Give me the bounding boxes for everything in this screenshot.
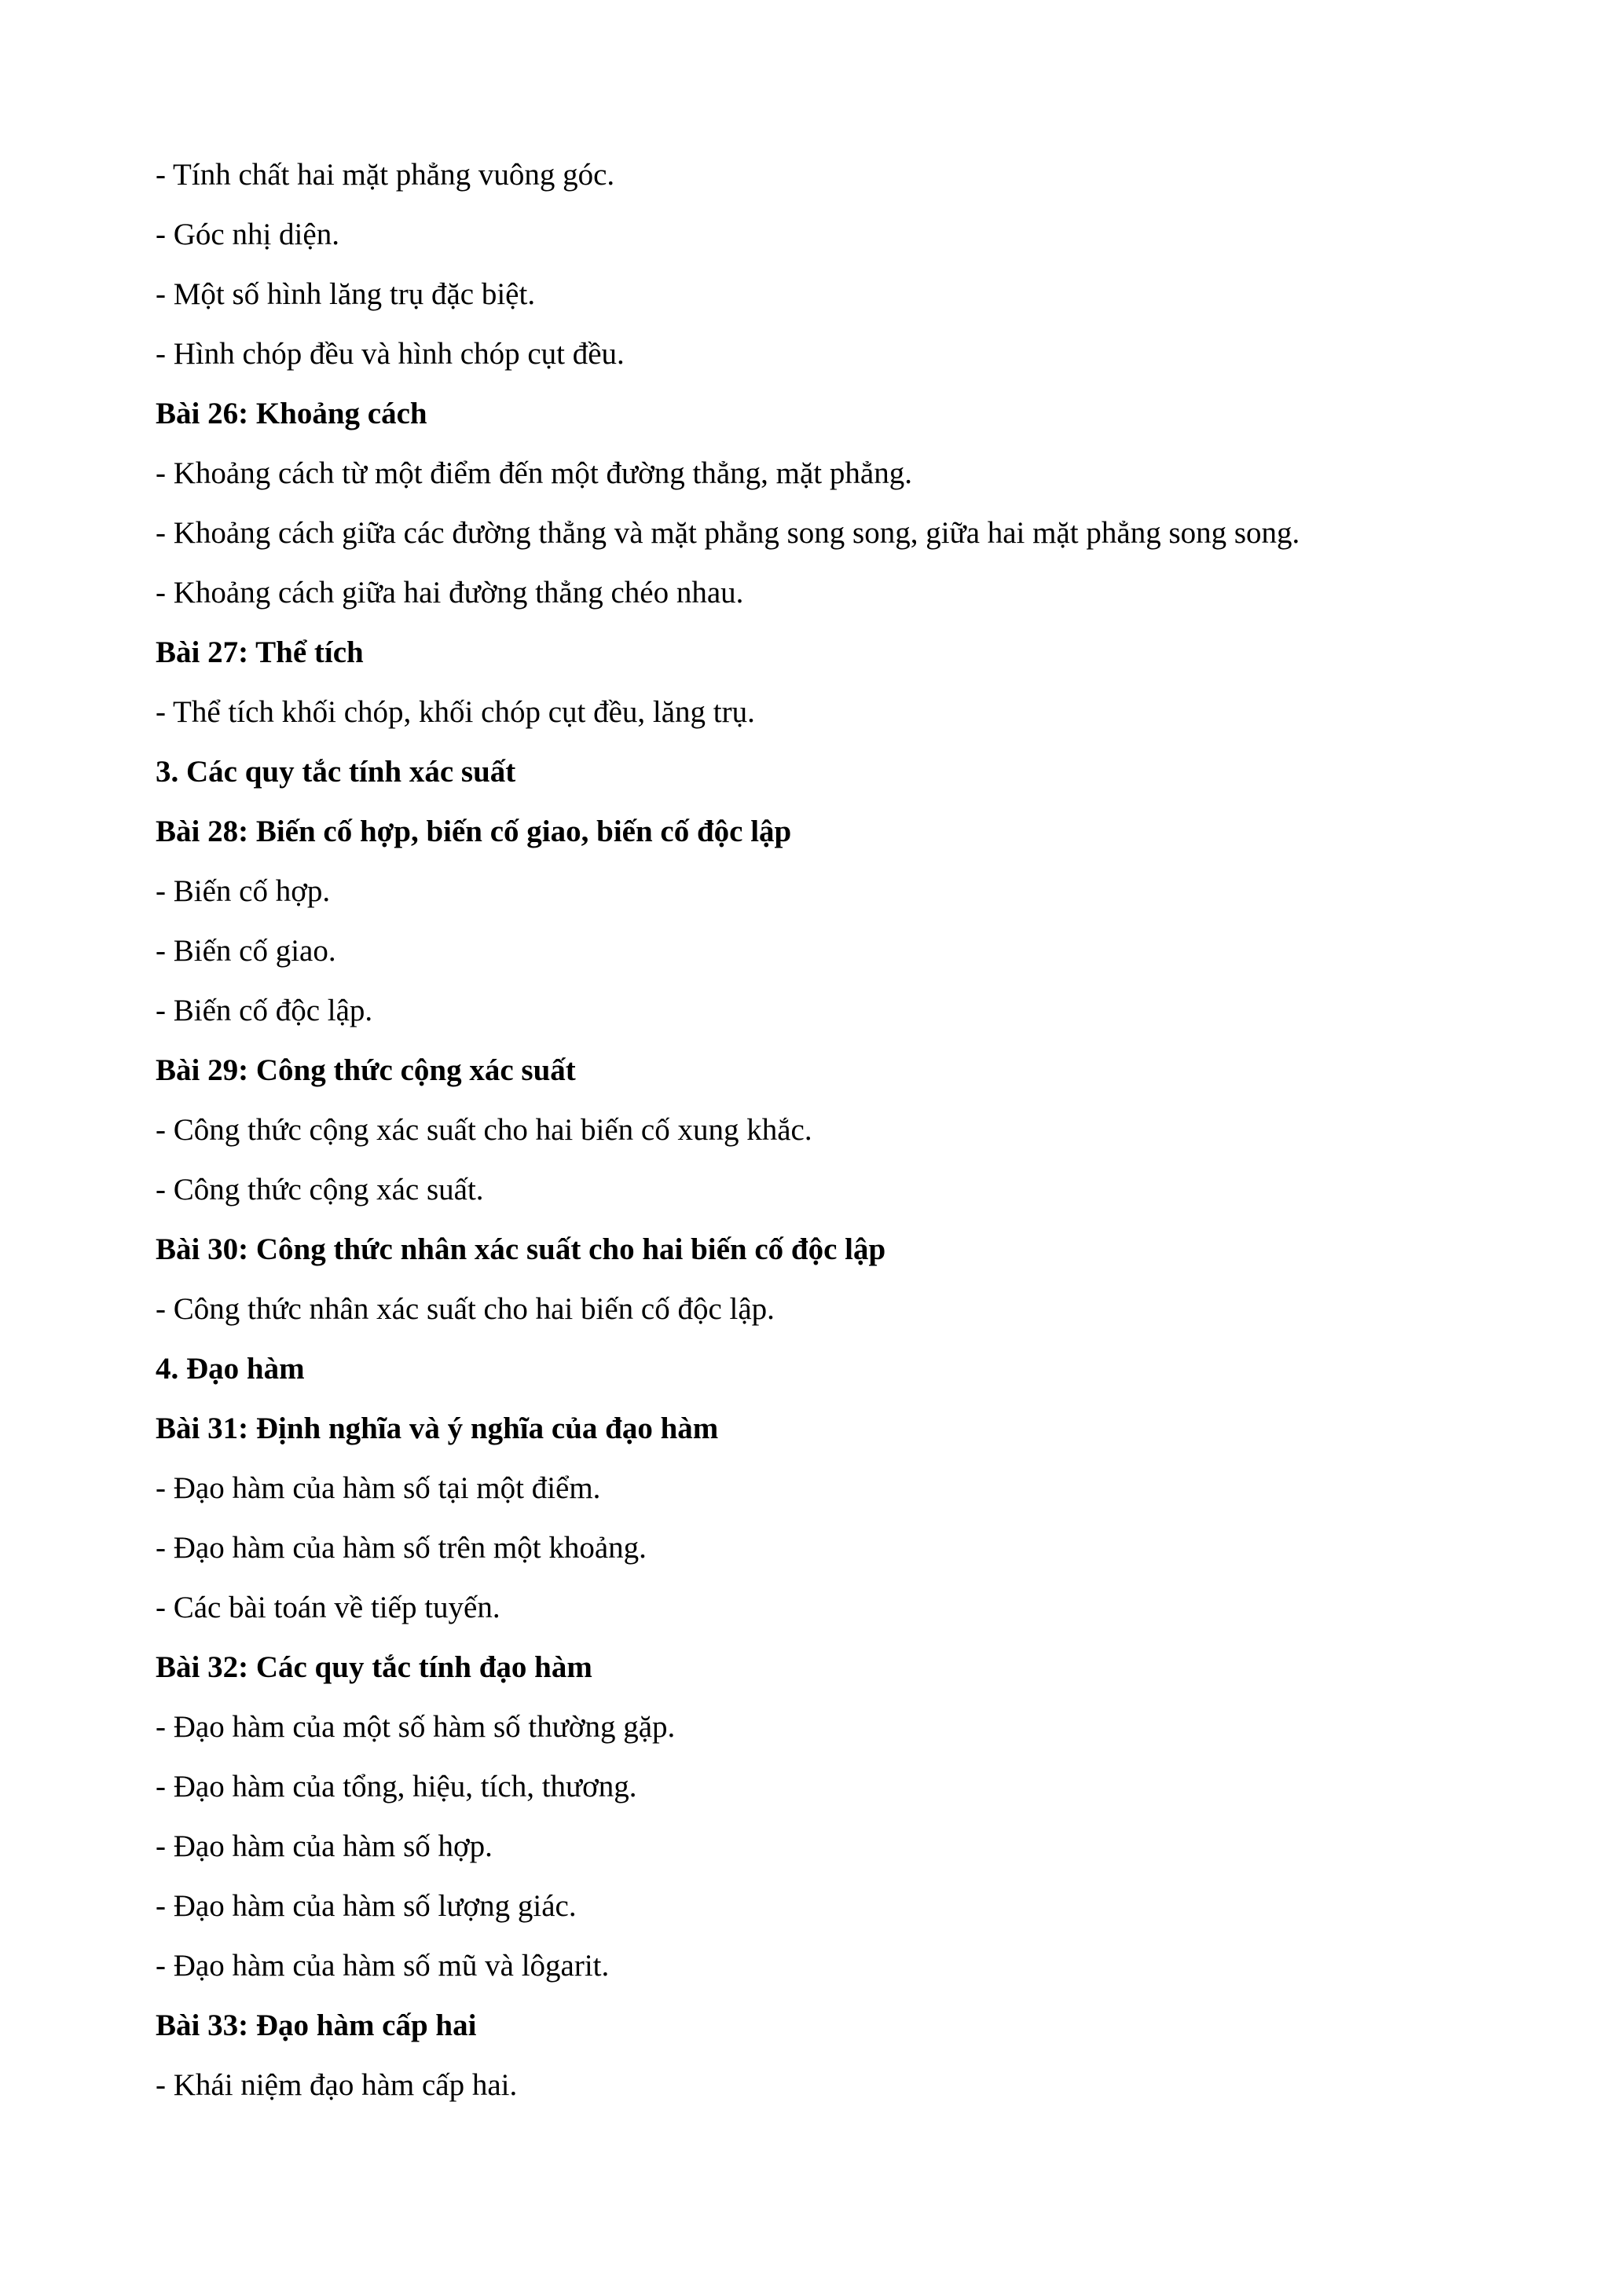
document-body xyxy=(156,152,1491,2122)
bullet-line: - Đạo hàm của hàm số lượng giác. xyxy=(156,1889,577,1923)
lesson-heading: Bài 33: Đạo hàm cấp hai xyxy=(156,2009,477,2042)
bullet-line: - Tính chất hai mặt phẳng vuông góc. xyxy=(156,158,615,192)
lesson-heading: Bài 30: Công thức nhân xác suất cho hai biến cố độc lập xyxy=(156,1232,886,1266)
bullet-line: - Thể tích khối chóp, khối chóp cụt đều, lăng trụ. xyxy=(156,695,755,729)
bullet-line: - Công thức cộng xác suất cho hai biến cố xung khắc. xyxy=(156,1113,812,1147)
lesson-heading: Bài 32: Các quy tắc tính đạo hàm xyxy=(156,1650,592,1684)
bullet-line: - Đạo hàm của hàm số hợp. xyxy=(156,1829,493,1863)
section-heading: 3. Các quy tắc tính xác suất xyxy=(156,755,516,789)
bullet-line: - Đạo hàm của một số hàm số thường gặp. xyxy=(156,1710,676,1744)
lesson-heading: Bài 31: Định nghĩa và ý nghĩa của đạo hàm xyxy=(156,1412,719,1445)
bullet-line: - Biến cố giao. xyxy=(156,934,336,968)
bullet-line: - Khoảng cách giữa hai đường thẳng chéo nhau. xyxy=(156,576,744,610)
bullet-line: - Các bài toán về tiếp tuyến. xyxy=(156,1591,500,1624)
bullet-line: - Đạo hàm của hàm số trên một khoảng. xyxy=(156,1531,647,1565)
bullet-line: - Công thức cộng xác suất. xyxy=(156,1173,484,1207)
bullet-line: - Đạo hàm của tổng, hiệu, tích, thương. xyxy=(156,1770,637,1803)
bullet-line: - Biến cố độc lập. xyxy=(156,994,373,1027)
lesson-heading: Bài 27: Thể tích xyxy=(156,635,364,669)
bullet-line: - Một số hình lăng trụ đặc biệt. xyxy=(156,277,536,311)
bullet-line: - Khoảng cách giữa các đường thẳng và mặt phẳng song song, giữa hai mặt phẳng song song. xyxy=(156,516,1300,550)
bullet-line: - Đạo hàm của hàm số tại một điểm. xyxy=(156,1471,601,1505)
bullet-line: - Công thức nhân xác suất cho hai biến cố độc lập. xyxy=(156,1292,775,1326)
section-heading: 4. Đạo hàm xyxy=(156,1352,305,1386)
lesson-heading: Bài 26: Khoảng cách xyxy=(156,397,427,430)
lesson-heading: Bài 29: Công thức cộng xác suất xyxy=(156,1053,576,1087)
bullet-line: - Khái niệm đạo hàm cấp hai. xyxy=(156,2068,518,2102)
bullet-line: - Đạo hàm của hàm số mũ và lôgarit. xyxy=(156,1949,610,1983)
lesson-heading: Bài 28: Biến cố hợp, biến cố giao, biến cố độc lập xyxy=(156,815,792,848)
bullet-line: - Hình chóp đều và hình chóp cụt đều. xyxy=(156,337,625,371)
bullet-line: - Khoảng cách từ một điểm đến một đường thẳng, mặt phẳng. xyxy=(156,456,912,490)
bullet-line: - Biến cố hợp. xyxy=(156,874,331,908)
bullet-line: - Góc nhị diện. xyxy=(156,218,339,251)
